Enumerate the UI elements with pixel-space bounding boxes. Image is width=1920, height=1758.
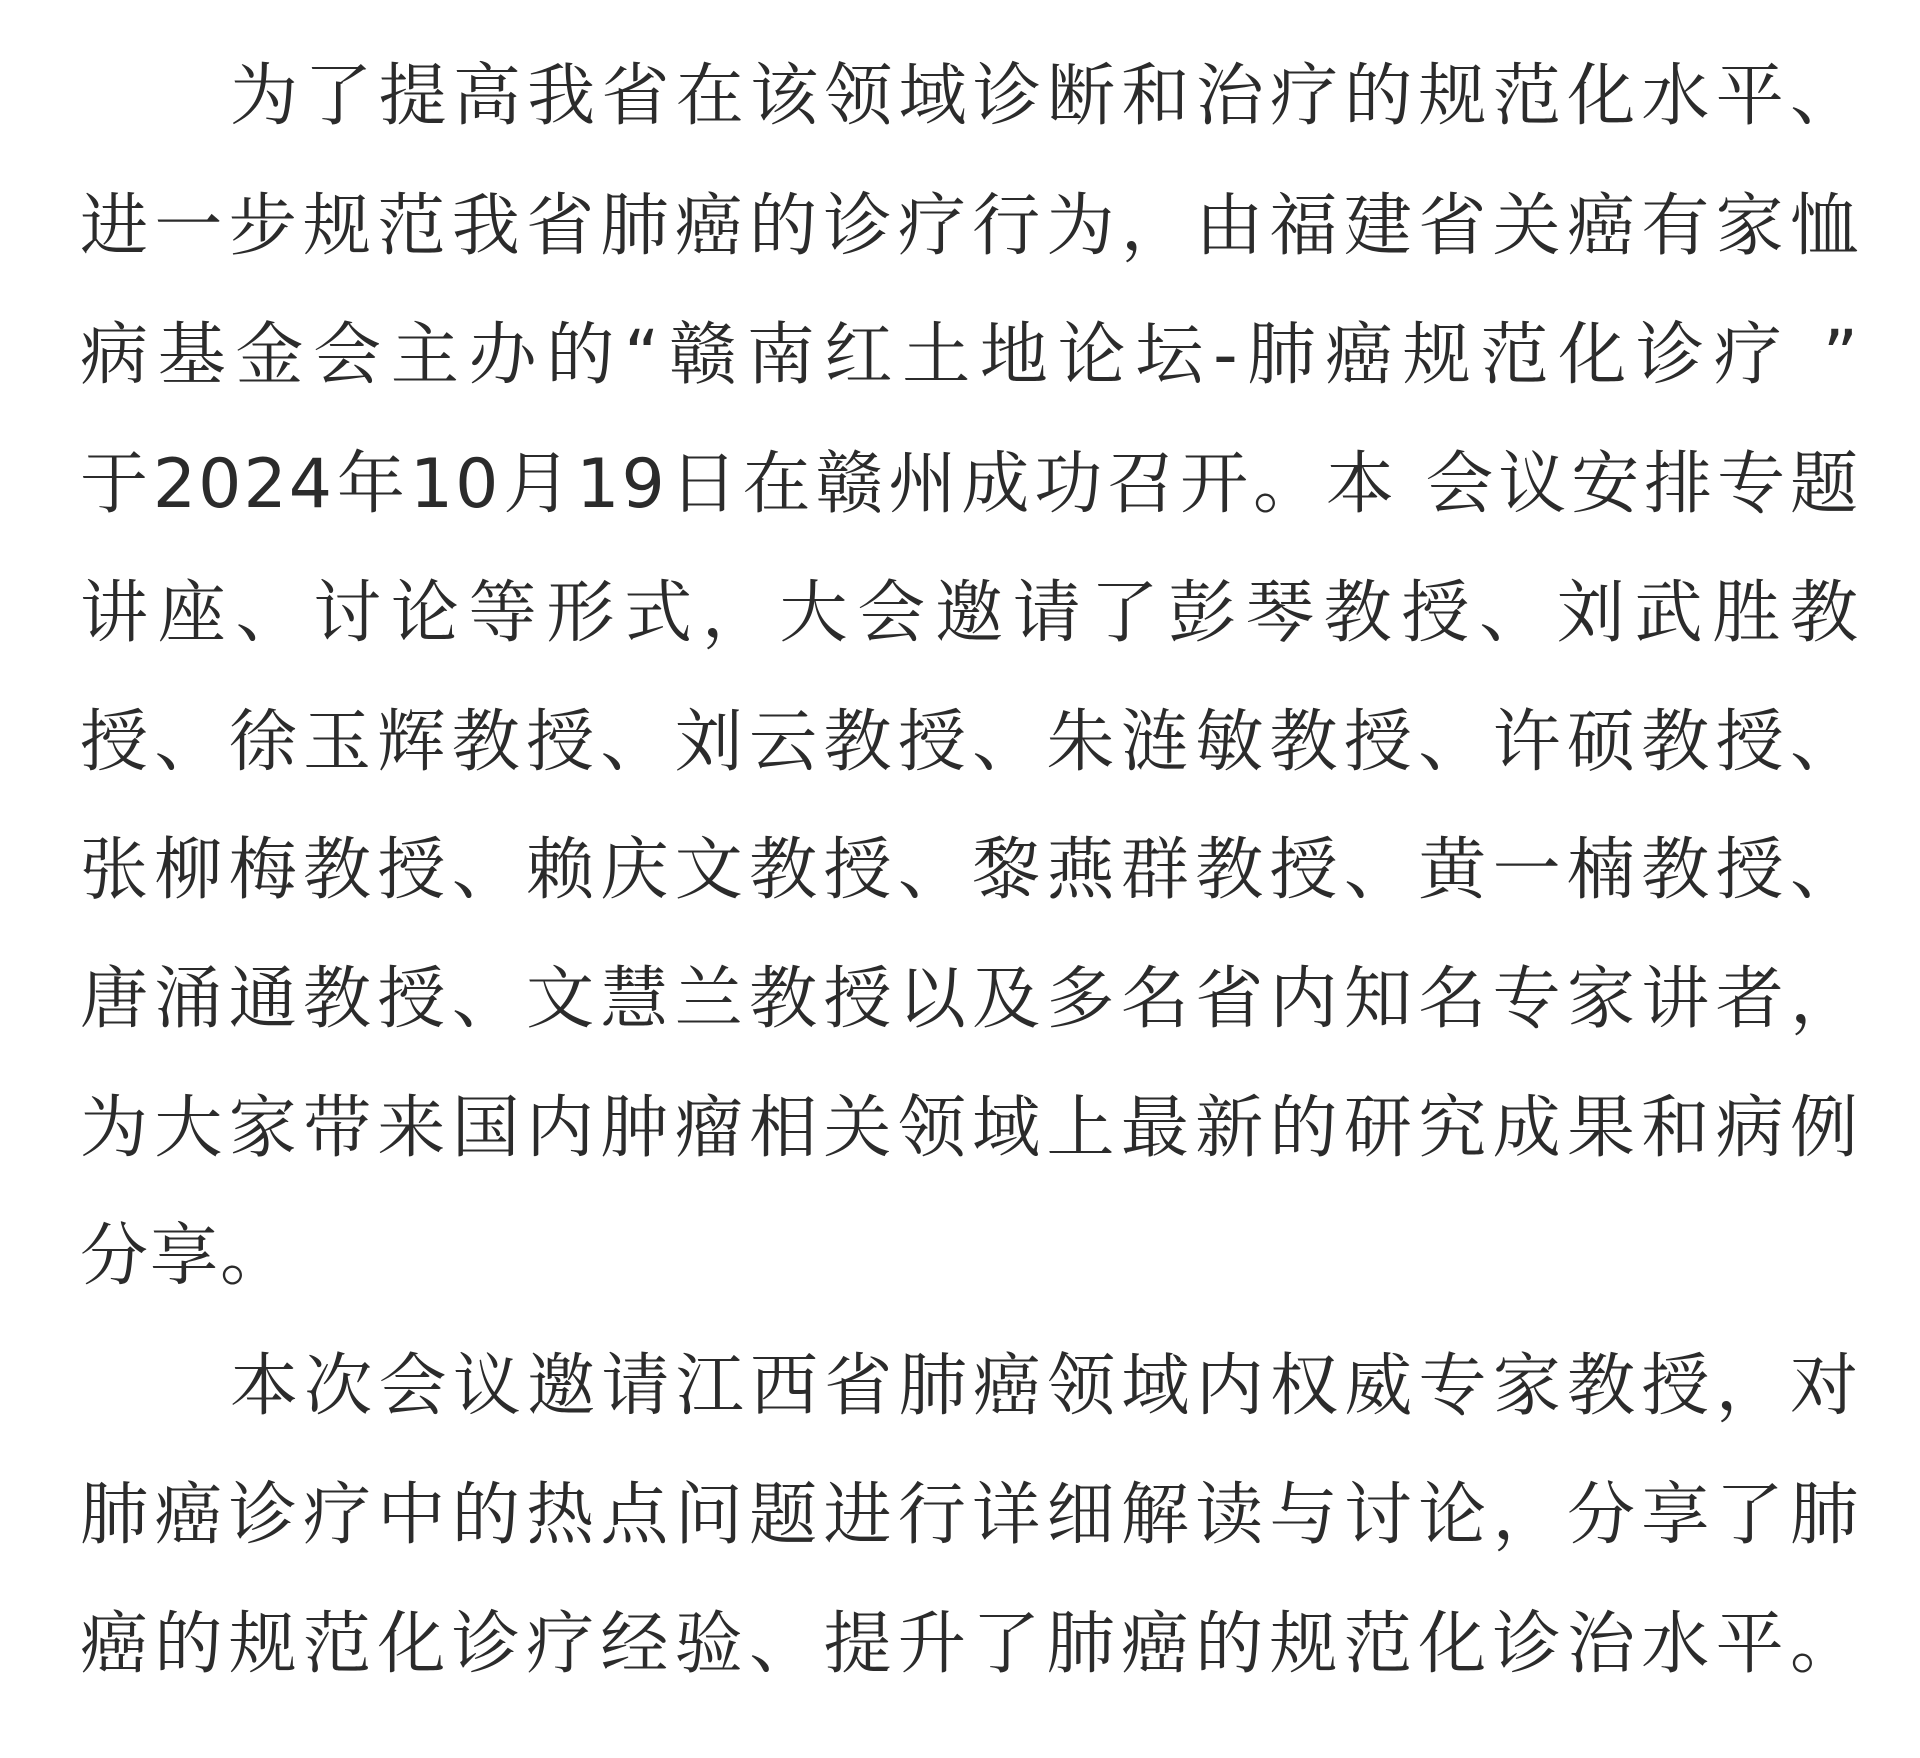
paragraph-1-line-2: 进一步规范我省肺癌的诊疗行为，由福建省关癌有家恤 xyxy=(80,187,1860,266)
paragraph-1-line-8: 唐涌通教授、文慧兰教授以及多名省内知名专家讲者， xyxy=(80,960,1860,1039)
paragraph-1-line-7: 张柳梅教授、赖庆文教授、黎燕群教授、黄一楠教授、 xyxy=(80,831,1860,910)
paragraph-1-line-3: 病基金会主办的“赣南红土地论坛-肺癌规范化诊疗 ” xyxy=(80,316,1860,395)
paragraph-1-line-5: 讲座、讨论等形式，大会邀请了彭琴教授、刘武胜教 xyxy=(80,574,1860,653)
paragraph-2-line-1: 本次会议邀请江西省肺癌领域内权威专家教授，对 xyxy=(230,1347,1860,1426)
paragraph-1-line-1: 为了提高我省在该领域诊断和治疗的规范化水平、 xyxy=(230,57,1860,136)
paragraph-1-line-10: 分享。 xyxy=(80,1217,291,1296)
paragraph-1-line-4: 于2024年10月19日在赣州成功召开。本 会议安排专题 xyxy=(80,445,1860,524)
paragraph-2-line-2: 肺癌诊疗中的热点问题进行详细解读与讨论，分享了肺 xyxy=(80,1476,1860,1555)
paragraph-1-line-6: 授、徐玉辉教授、刘云教授、朱涟敏教授、许硕教授、 xyxy=(80,703,1860,782)
paragraph-2-line-3: 癌的规范化诊疗经验、提升了肺癌的规范化诊治水平。 xyxy=(80,1605,1860,1684)
paragraph-1-line-9: 为大家带来国内肿瘤相关领域上最新的研究成果和病例 xyxy=(80,1089,1860,1168)
